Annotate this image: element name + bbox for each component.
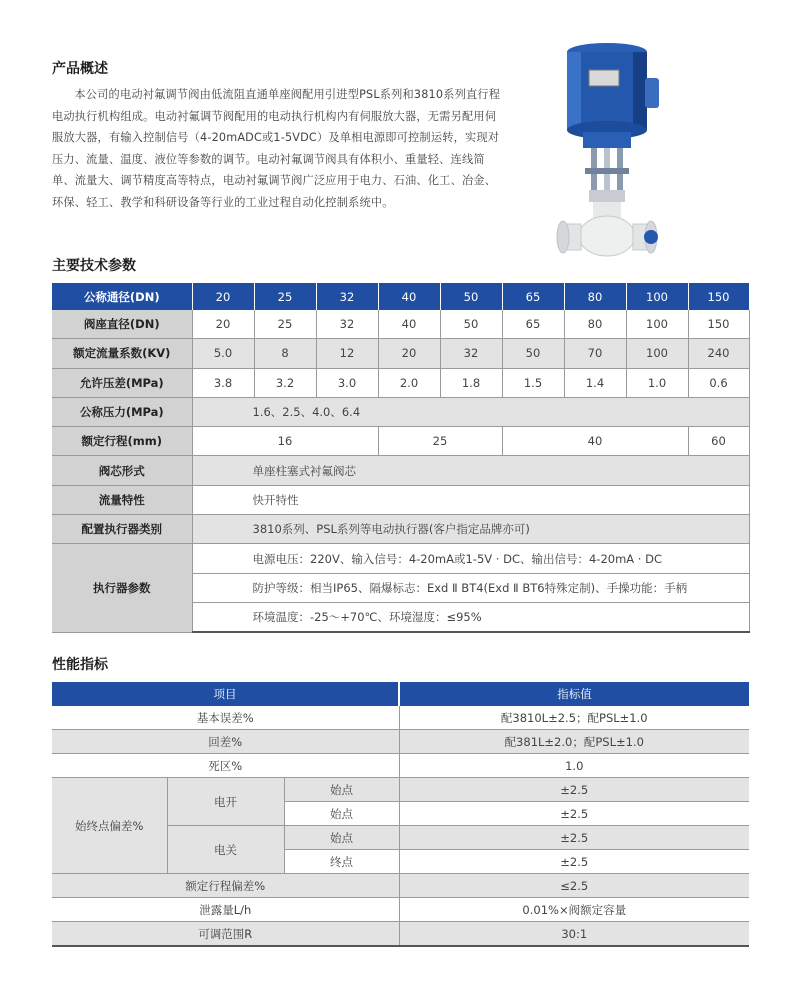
perf-cell: 配3810L±2.5；配PSL±1.0 (399, 706, 749, 730)
perf-header-value: 指标值 (399, 682, 749, 706)
spec-cell: 0.6 (688, 368, 749, 397)
spec-row-pressure-diff (52, 368, 749, 397)
spec-cell: 65 (502, 310, 564, 339)
spec-cell: 20 (378, 339, 440, 368)
perf-point-label: 始点 (284, 826, 399, 850)
perf-point-label: 始点 (284, 802, 399, 826)
overview-title: 产品概述 (52, 61, 108, 77)
spec-cell: 25 (378, 427, 502, 456)
spec-cell: 50 (502, 339, 564, 368)
spec-cell: 80 (564, 310, 626, 339)
spec-cell: 2.0 (378, 368, 440, 397)
perf-row-label: 回差% (52, 730, 399, 754)
perf-row-hysteresis (52, 730, 749, 754)
spec-cell: 3.8 (192, 368, 254, 397)
spec-cell: 16 (192, 427, 378, 456)
perf-cell: 1.0 (399, 754, 749, 778)
perf-row-endpoint (52, 778, 749, 802)
perf-cell: ±2.5 (399, 850, 749, 874)
spec-cell: 32 (316, 310, 378, 339)
perf-row-label: 泄露量L/h (52, 898, 399, 922)
perf-cell: ≤2.5 (399, 874, 749, 898)
spec-cell: 3.2 (254, 368, 316, 397)
spec-cell: 防护等级：相当IP65、隔爆标志：Exd Ⅱ BT4(Exd Ⅱ BT6特殊定制)、手操功能：手柄 (192, 573, 749, 602)
spec-header-cell: 50 (440, 283, 502, 310)
spec-cell: 1.5 (502, 368, 564, 397)
spec-row-flow (52, 339, 749, 368)
spec-header-cell: 25 (254, 283, 316, 310)
spec-cell: 12 (316, 339, 378, 368)
spec-cell: 25 (254, 310, 316, 339)
spec-cell: 3810系列、PSL系列等电动执行器(客户指定品牌亦可) (192, 515, 749, 544)
spec-cell: 5.0 (192, 339, 254, 368)
spec-cell: 1.0 (626, 368, 688, 397)
perf-cell: ±2.5 (399, 778, 749, 802)
spec-row-label: 允许压差(MPa) (52, 368, 192, 397)
spec-header-cell: 32 (316, 283, 378, 310)
spec-row-stroke (52, 427, 749, 456)
spec-row-nominal-pressure (52, 397, 749, 426)
perf-cell: 配381L±2.0；配PSL±1.0 (399, 730, 749, 754)
spec-cell: 50 (440, 310, 502, 339)
spec-cell: 100 (626, 339, 688, 368)
spec-cell: 环境温度：-25～+70℃、环境湿度：≤95% (192, 602, 749, 632)
perf-row-basic-error (52, 706, 749, 730)
perf-row-label: 额定行程偏差% (52, 874, 399, 898)
spec-cell: 电源电压：220V、输入信号：4-20mA或1-5V · DC、输出信号：4-20mA · DC (192, 544, 749, 573)
perf-point-label: 始点 (284, 778, 399, 802)
spec-cell: 20 (192, 310, 254, 339)
electric-control-valve-image (555, 40, 675, 270)
spec-header-cell: 40 (378, 283, 440, 310)
spec-header-cell: 65 (502, 283, 564, 310)
spec-cell: 70 (564, 339, 626, 368)
spec-cell: 1.8 (440, 368, 502, 397)
perf-row-label: 死区% (52, 754, 399, 778)
spec-row-seat (52, 310, 749, 339)
perf-row-label: 始终点偏差% (52, 778, 167, 874)
spec-row-label: 额定流量系数(KV) (52, 339, 192, 368)
spec-row-label: 公称压力(MPa) (52, 397, 192, 426)
perf-cell: ±2.5 (399, 802, 749, 826)
spec-header-label: 公称通径(DN) (52, 283, 192, 310)
perf-cell: 30:1 (399, 922, 749, 947)
spec-cell: 100 (626, 310, 688, 339)
spec-row-label: 阀座直径(DN) (52, 310, 192, 339)
spec-cell: 40 (502, 427, 688, 456)
spec-cell: 150 (688, 310, 749, 339)
spec-cell: 60 (688, 427, 749, 456)
spec-cell: 1.6、2.5、4.0、6.4 (192, 397, 749, 426)
perf-cell: ±2.5 (399, 826, 749, 850)
spec-row-label: 配置执行器类别 (52, 515, 192, 544)
perf-row-label: 可调范围R (52, 922, 399, 947)
spec-row-core (52, 456, 749, 485)
spec-header-cell: 20 (192, 283, 254, 310)
spec-header-row (52, 283, 749, 310)
spec-cell: 8 (254, 339, 316, 368)
spec-cell: 单座柱塞式衬氟阀芯 (192, 456, 749, 485)
overview-text: 本公司的电动衬氟调节阀由低流阻直通单座阀配用引进型PSL系列和3810系列直行程电动执行机构组成。电动衬氟调节阀配用的电动执行机构内有伺服放大器，无需另配用伺服放大器，有输入控制信号（4-20mADC或1-5VDC）及单相电源即可控制运转，实现对压力、流量、温度、液位等参数的调节。电动衬氟调节阀具有体积小、重量轻、连线简单、流量大、调节精度高等特点，电动衬氟调节阀广泛应用于电力、石油、化工、冶金、环保、轻工、教学和科研设备等行业的工业过程自动化控制系统中。 (52, 88, 501, 209)
spec-row-label: 额定行程(mm) (52, 427, 192, 456)
spec-header-cell: 80 (564, 283, 626, 310)
perf-point-label: 终点 (284, 850, 399, 874)
spec-row-actuator-params (52, 544, 749, 573)
spec-row-actuator-type (52, 515, 749, 544)
spec-cell: 240 (688, 339, 749, 368)
spec-header-cell: 150 (688, 283, 749, 310)
spec-cell: 3.0 (316, 368, 378, 397)
spec-table (52, 283, 750, 633)
spec-cell: 快开特性 (192, 485, 749, 514)
spec-row-flow-char (52, 485, 749, 514)
performance-title: 性能指标 (52, 657, 108, 673)
spec-cell: 1.4 (564, 368, 626, 397)
perf-row-label: 基本误差% (52, 706, 399, 730)
performance-table (52, 682, 749, 947)
perf-row-leakage (52, 898, 749, 922)
perf-row-stroke-dev (52, 874, 749, 898)
perf-header-row (52, 682, 749, 706)
perf-row-dead-zone (52, 754, 749, 778)
perf-group-label: 电关 (167, 826, 284, 874)
perf-row-range (52, 922, 749, 947)
spec-row-label: 阀芯形式 (52, 456, 192, 485)
spec-header-cell: 100 (626, 283, 688, 310)
specs-title: 主要技术参数 (52, 258, 136, 274)
perf-header-item: 项目 (52, 682, 399, 706)
perf-cell: 0.01%×阀额定容量 (399, 898, 749, 922)
spec-cell: 40 (378, 310, 440, 339)
spec-row-label: 执行器参数 (52, 544, 192, 632)
perf-group-label: 电开 (167, 778, 284, 826)
spec-cell: 32 (440, 339, 502, 368)
spec-row-label: 流量特性 (52, 485, 192, 514)
